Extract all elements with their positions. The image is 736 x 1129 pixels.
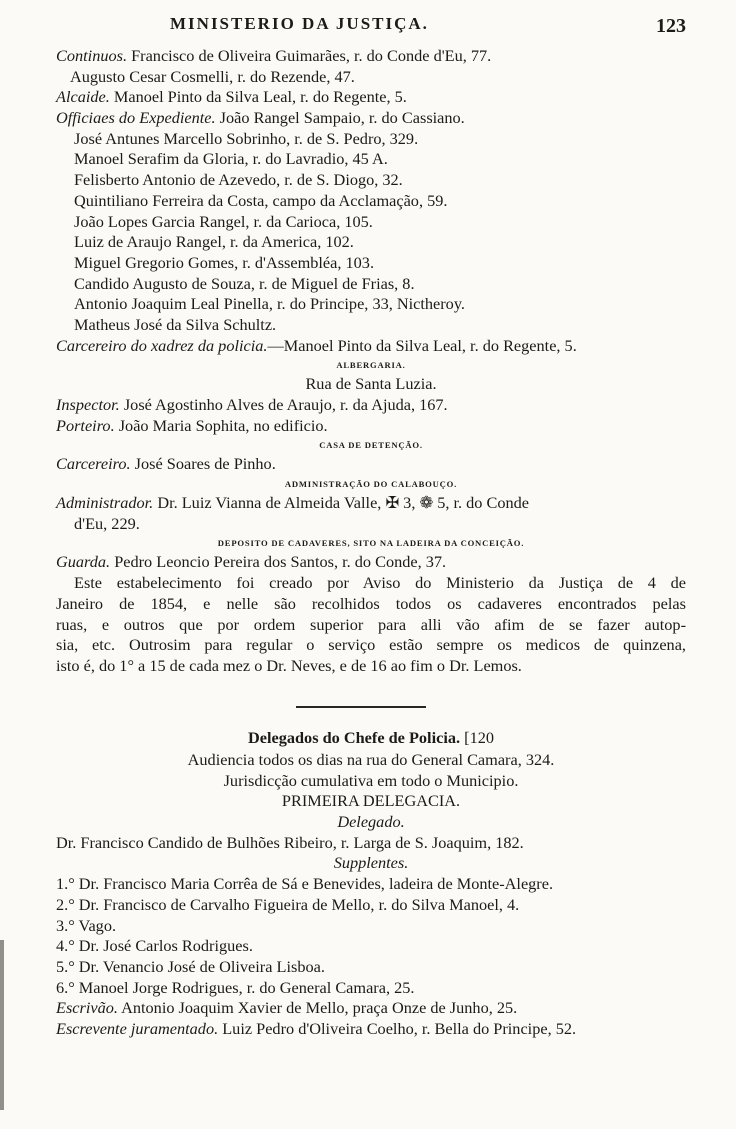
list-item: Felisberto Antonio de Azevedo, r. de S. Diogo, 32.: [74, 170, 403, 190]
delegado-label: Delegado.: [337, 812, 405, 832]
delegados-section: [56, 726, 686, 1040]
binding-edge: [0, 940, 4, 1110]
supplente-item: 4.° Dr. José Carlos Rodrigues.: [56, 936, 253, 956]
section-heading-calabouco: ADMINISTRAÇÃO DO CALABOUÇO.: [284, 479, 458, 490]
albergaria-porteiro: Porteiro. João Maria Sophita, no edificio.: [56, 415, 328, 435]
albergaria-address: Rua de Santa Luzia.: [305, 374, 437, 394]
delegados-jurisdiccao: Jurisdicção cumulativa em todo o Municipio.: [223, 770, 519, 790]
list-item: Matheus José da Silva Schultz.: [74, 314, 277, 334]
deposito-paragraph-line: sia, etc. Outrosim para regular o serviço estão sempre os medicos de quinzena,: [56, 635, 686, 655]
list-item: Continuos. Francisco de Oliveira Guimarães, r. do Conde d'Eu, 77.: [56, 46, 492, 65]
list-item: Quintiliano Ferreira da Costa, campo da Acclamação, 59.: [74, 190, 448, 210]
deposito-paragraph-line: Janeiro de 1854, e nelle são recolhidos todos os cadaveres encontrados pelas: [56, 593, 686, 613]
list-item: Alcaide. Manoel Pinto da Silva Leal, r. do Regente, 5.: [56, 87, 407, 107]
list-item: Augusto Cesar Cosmelli, r. do Rezende, 47.: [70, 66, 355, 86]
page-header: [0, 14, 736, 44]
escrivao: Escrivão. Antonio Joaquim Xavier de Mello, praça Onze de Junho, 25.: [56, 998, 518, 1018]
list-item: José Antunes Marcello Sobrinho, r. de S. Pedro, 329.: [74, 128, 419, 148]
calabouco-administrador: Administrador. Dr. Luiz Vianna de Almeida Valle, ✠ 3, ❁ 5, r. do Conde: [56, 493, 529, 513]
supplente-item: 3.° Vago.: [56, 915, 117, 935]
delegacia-title: PRIMEIRA DELEGACIA.: [281, 791, 461, 811]
section-heading-detencao: CASA DE DETENÇÃO.: [319, 440, 423, 451]
section-divider: [296, 706, 426, 708]
list-item: Candido Augusto de Souza, r. de Miguel de Frias, 8.: [74, 273, 415, 293]
section-heading-albergaria: ALBERGARIA.: [336, 360, 406, 371]
calabouco-address-cont: d'Eu, 229.: [74, 513, 140, 533]
list-item: Manoel Serafim da Gloria, r. do Lavradio, 45 A.: [74, 149, 388, 169]
list-item: Antonio Joaquim Leal Pinella, r. do Principe, 33, Nictheroy.: [74, 294, 465, 314]
detencao-carcereiro: Carcereiro. José Soares de Pinho.: [56, 454, 276, 474]
deposito-guarda: Guarda. Pedro Leoncio Pereira dos Santos, r. do Conde, 37.: [56, 552, 447, 572]
ministry-staff-list: [56, 46, 686, 677]
supplente-item: 2.° Dr. Francisco de Carvalho Figueira de Mello, r. do Silva Manoel, 4.: [56, 894, 520, 914]
order-rose-icon: ❁: [419, 493, 434, 513]
list-item: Carcereiro do xadrez da policia.—Manoel Pinto da Silva Leal, r. do Regente, 5.: [56, 335, 577, 355]
list-item: Miguel Gregorio Gomes, r. d'Assembléa, 103.: [74, 252, 375, 272]
delegados-heading: Delegados do Chefe de Policia. [120: [247, 728, 494, 747]
section-heading-deposito: DEPOSITO DE CADAVERES, SITO NA LADEIRA DA CONCEIÇÃO.: [217, 538, 525, 549]
supplentes-label: Supplentes.: [333, 853, 409, 873]
delegado-name: Dr. Francisco Candido de Bulhões Ribeiro, r. Larga de S. Joaquim, 182.: [56, 832, 524, 852]
escrevente: Escrevente juramentado. Luiz Pedro d'Oliveira Coelho, r. Bella do Principe, 52.: [56, 1018, 577, 1038]
albergaria-inspector: Inspector. José Agostinho Alves de Araujo, r. da Ajuda, 167.: [56, 395, 448, 414]
supplente-item: 1.° Dr. Francisco Maria Corrêa de Sá e Benevides, ladeira de Monte-Alegre.: [56, 874, 554, 894]
supplente-item: 5.° Dr. Venancio José de Oliveira Lisboa.: [56, 956, 325, 976]
order-cross-icon: ✠: [385, 493, 400, 513]
delegados-audiencia: Audiencia todos os dias na rua do General Camara, 324.: [187, 750, 555, 769]
list-item: Luiz de Araujo Rangel, r. da America, 102.: [74, 232, 354, 252]
running-title: MINISTERIO DA JUSTIÇA.: [170, 14, 429, 33]
list-item: Officiaes do Expediente. João Rangel Sampaio, r. do Cassiano.: [56, 108, 465, 128]
list-item: João Lopes Garcia Rangel, r. da Carioca, 105.: [74, 211, 373, 231]
page-number: 123: [656, 15, 686, 37]
deposito-paragraph-line: isto é, do 1° a 15 de cada mez o Dr. Neves, e de 16 ao fim o Dr. Lemos.: [56, 655, 522, 675]
deposito-paragraph-line: Este estabelecimento foi creado por Aviso do Ministerio da Justiça de 4 de: [74, 573, 686, 593]
deposito-paragraph-line: ruas, e outros que por ordem superior para alli vão afim de se fazer autop-: [56, 614, 686, 634]
supplente-item: 6.° Manoel Jorge Rodrigues, r. do General Camara, 25.: [56, 977, 415, 997]
